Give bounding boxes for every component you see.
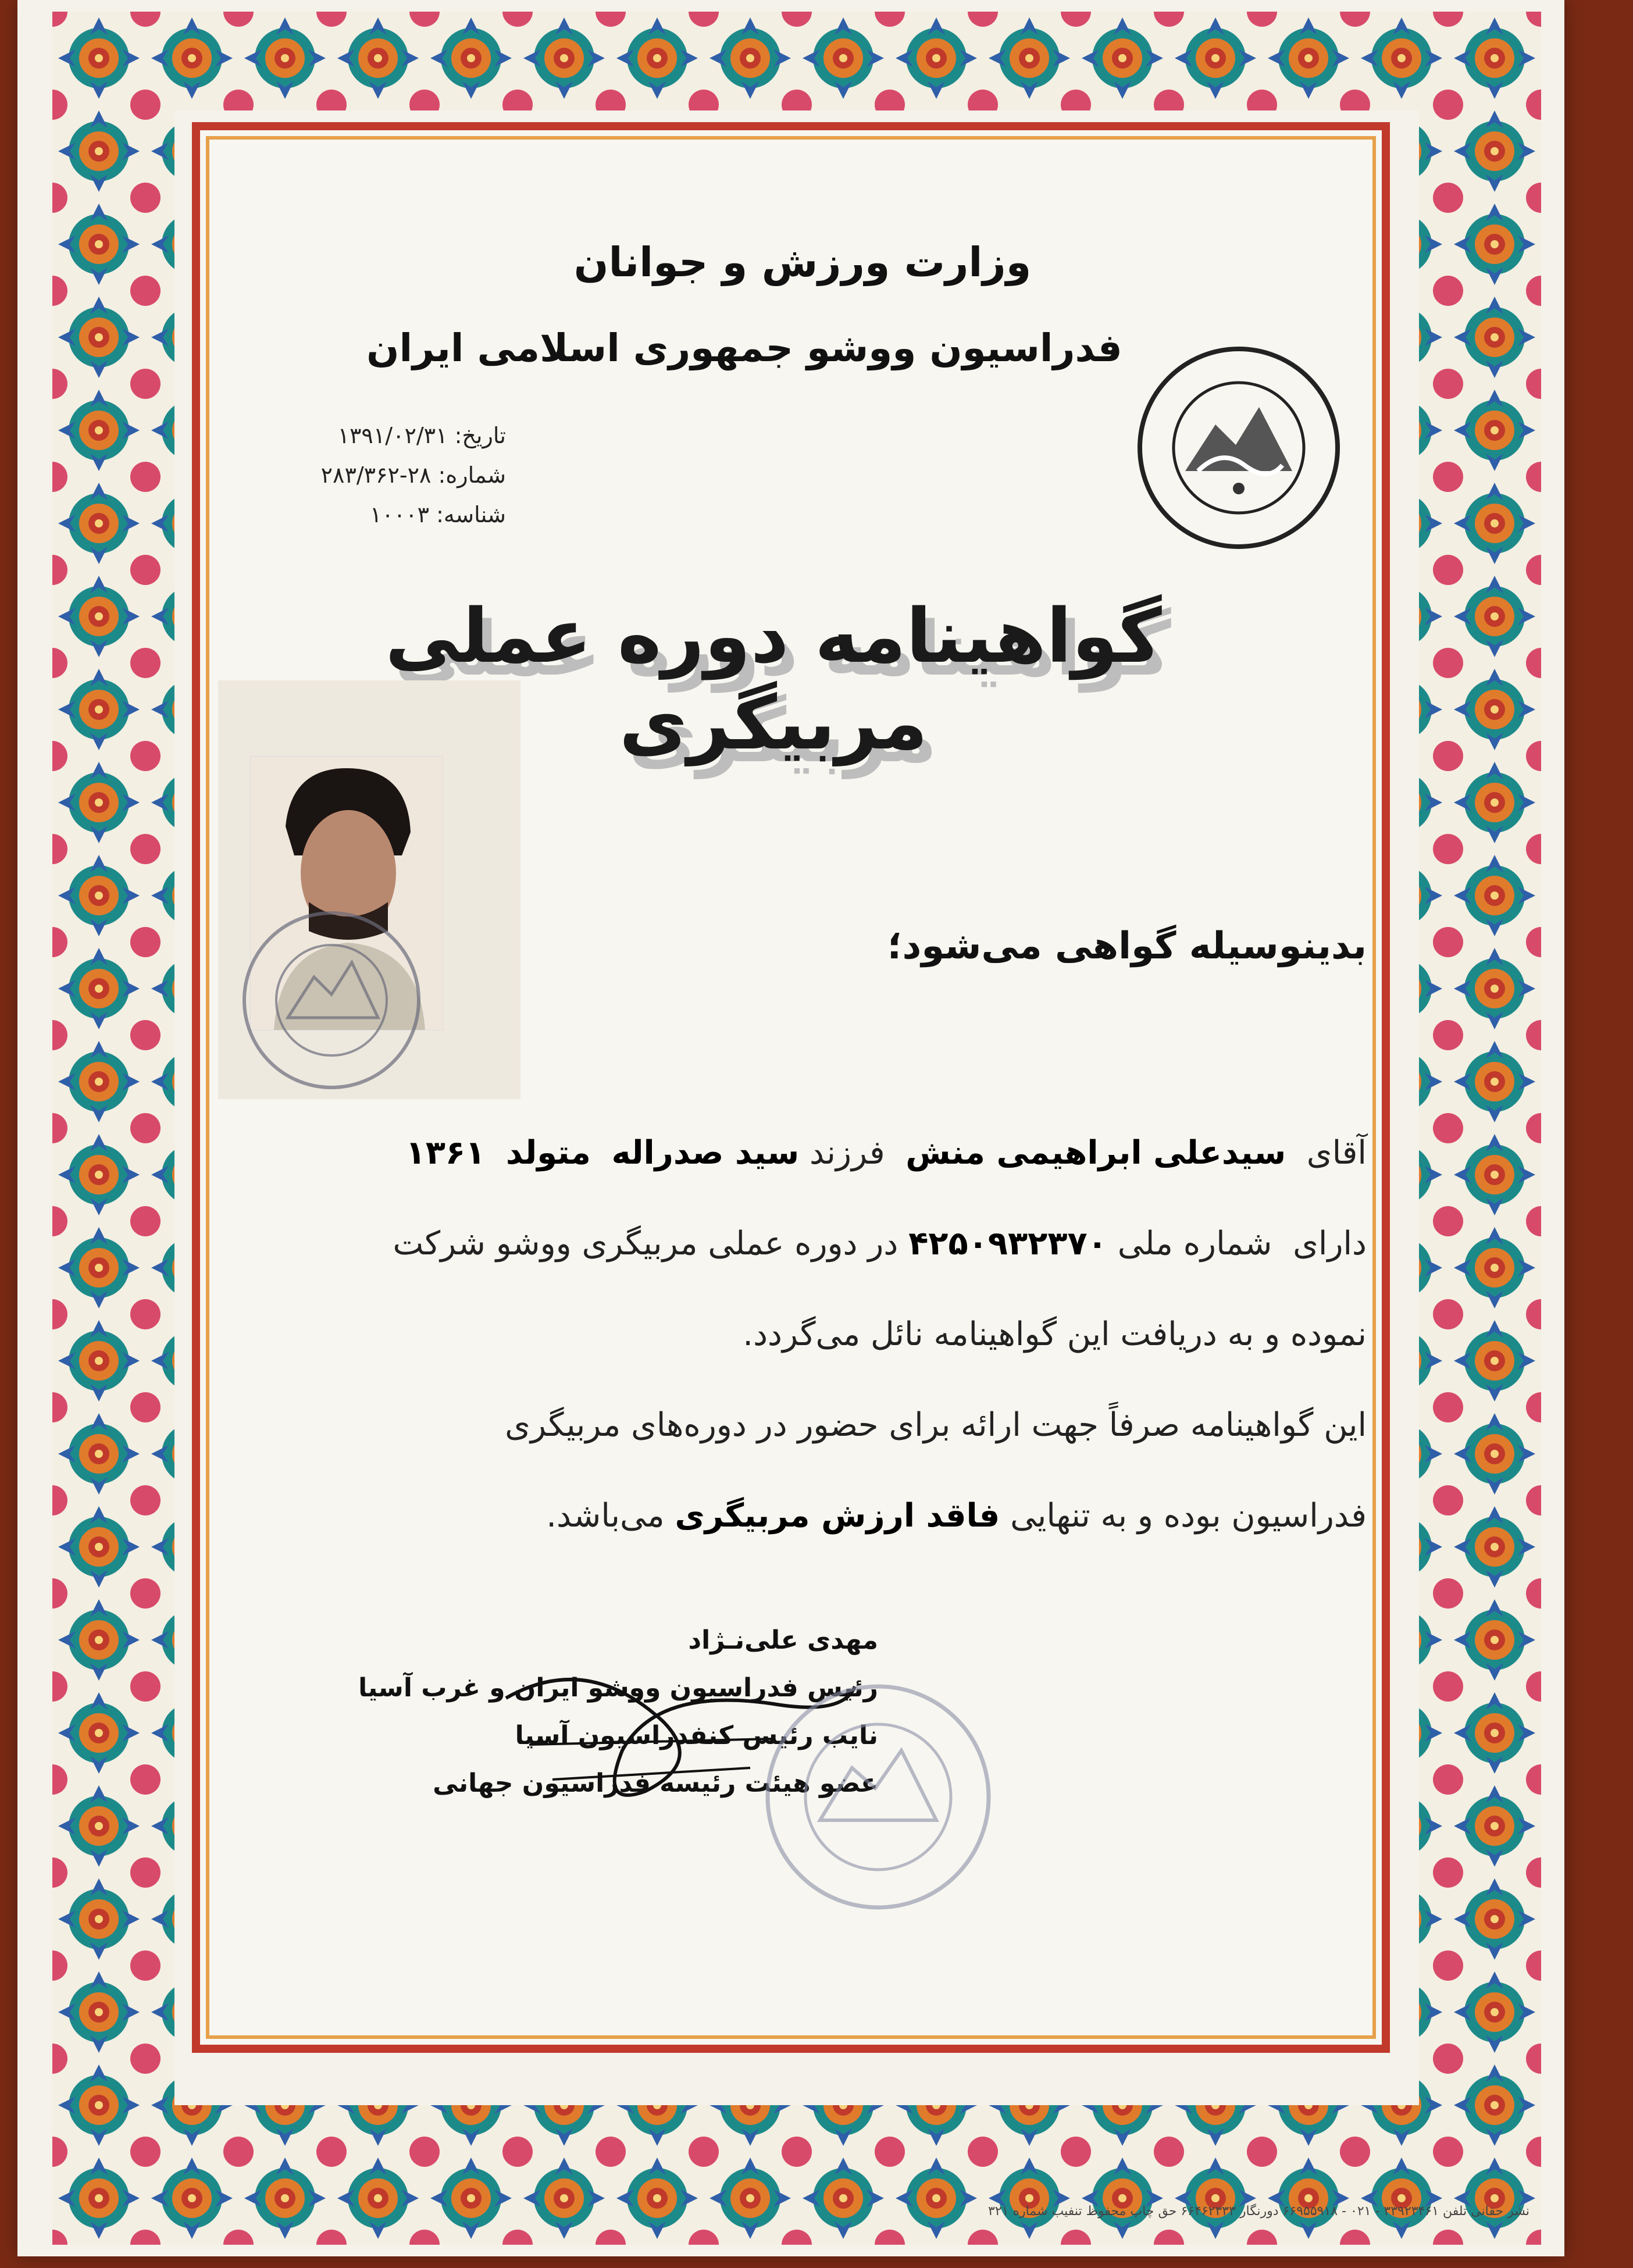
federation-stamp-icon xyxy=(756,1675,1000,1919)
federation-heading: فدراسیون ووشو جمهوری اسلامی ایران xyxy=(366,326,1122,370)
certificate-title: گواهینامه دوره عملی مربیگری xyxy=(385,593,1162,766)
signatory-role-3: عضو هیئت رئیسه فدراسیون جهانی xyxy=(433,1768,878,1798)
birth-year: ۱۳۶۱ xyxy=(405,1134,486,1172)
meta-date: تاریخ: ۱۳۹۱/۰۲/۳۱ xyxy=(337,423,506,448)
holder-name: سیدعلی ابراهیمی منش xyxy=(905,1134,1286,1172)
body-line-3: نموده و به دریافت این گواهینامه نائل می‌گردد. xyxy=(743,1315,1367,1353)
national-id: ۴۲۵۰۹۳۲۳۷۰ xyxy=(908,1225,1107,1263)
no-coaching-value: فاقد ارزش مربیگری xyxy=(675,1497,1000,1535)
certificate-sheet xyxy=(17,0,1564,2256)
printer-note: نشر حقانی تلفن ۳۳۹۲۳۴۶۱ - ۰۲۱ - ۶۶۹۵۵۹۱۸ دورنگار ۶۶۴۶۲۳۳۳ حق چاپ محفوظ تنفیب شماره ۳۲۱ xyxy=(988,2204,1529,2219)
certificate-body xyxy=(262,1108,1367,1561)
body-line-4: این گواهینامه صرفاً جهت ارائه برای حضور در دوره‌های مربیگری xyxy=(505,1406,1367,1444)
body-line-5: فدراسیون بوده و به تنهایی فاقد ارزش مربیگری می‌باشد. xyxy=(546,1497,1367,1535)
body-line-1: آقای سیدعلی ابراهیمی منش فرزند سید صدراله متولد ۱۳۶۱ xyxy=(405,1134,1367,1172)
certification-intro: بدینوسیله گواهی می‌شود؛ xyxy=(887,925,1367,968)
father-name: سید صدراله xyxy=(611,1134,800,1172)
meta-id: شناسه: ۱۰۰۰۳ xyxy=(369,502,506,527)
ministry-heading: وزارت ورزش و جوانان xyxy=(573,238,1032,286)
signatory-role-1: رئیس فدراسیون ووشو ایران و غرب آسیا xyxy=(358,1673,878,1703)
signatory-role-2: نایب رئیس کنفدراسیون آسیا xyxy=(515,1721,878,1750)
body-line-2: دارای شماره ملی ۴۲۵۰۹۳۲۳۷۰ در دوره عملی مربیگری ووشو شرکت xyxy=(393,1225,1367,1263)
document-meta xyxy=(180,416,506,534)
meta-number: شماره: ۲۸-۲۸۳/۳۶۲ xyxy=(320,462,506,488)
signatory-name: مهدی علی‌نـژاد xyxy=(688,1625,878,1655)
federation-seal-logo xyxy=(1134,343,1343,552)
photo-stamp-icon xyxy=(238,907,425,1093)
